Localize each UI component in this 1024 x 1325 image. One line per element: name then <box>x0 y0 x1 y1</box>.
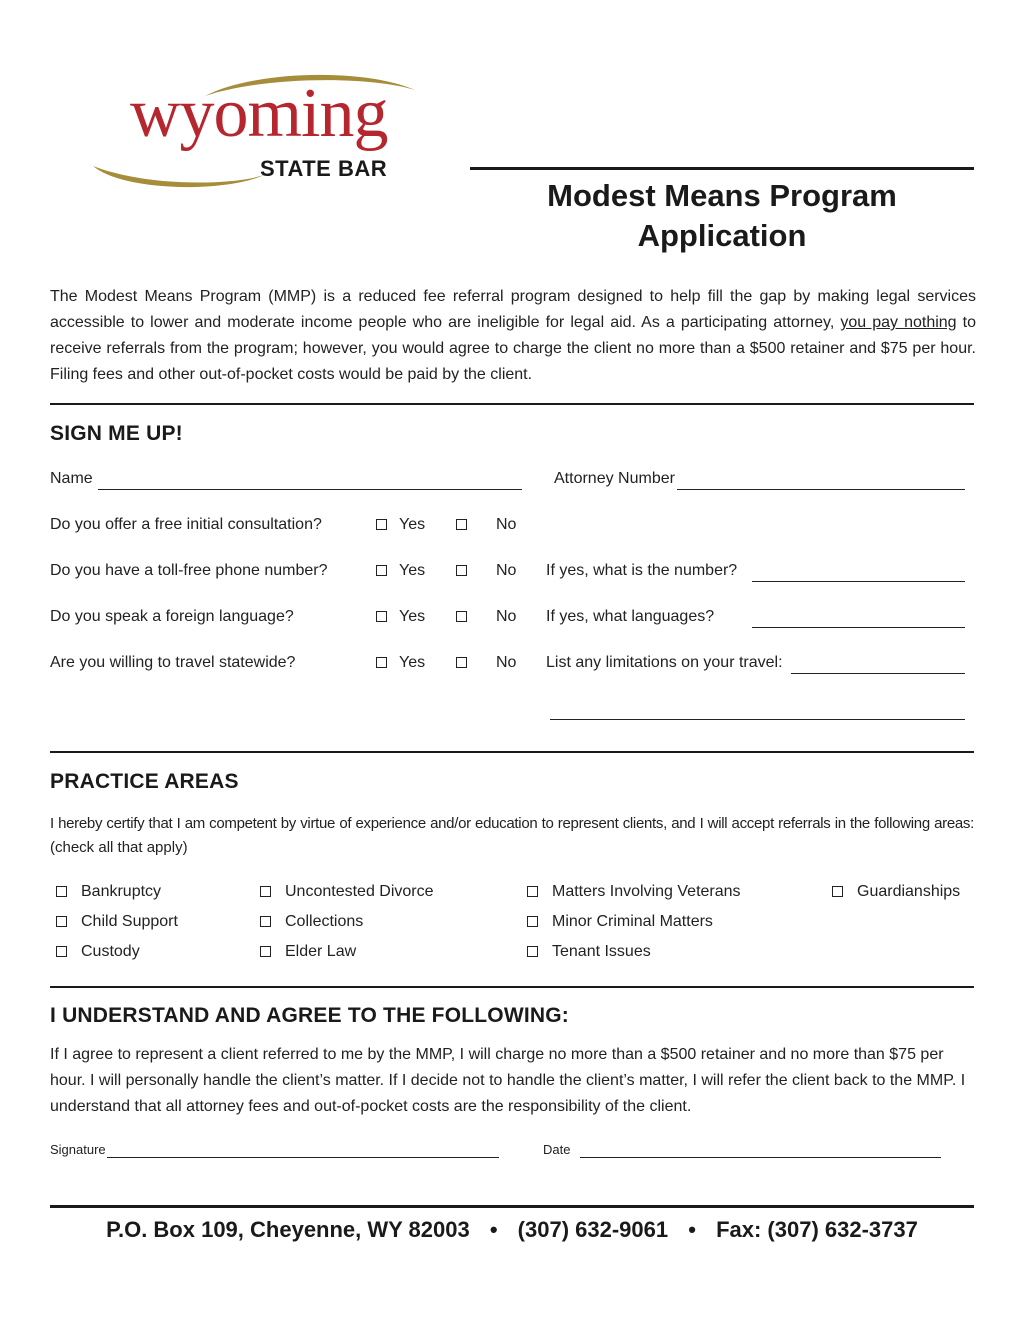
intro-part-2: to receive referrals from the program; however, you would agree to charge the client no more than a $500 retainer and $75 per hour. Filing fees and other out-of-pocket costs would be paid by the client. <box>50 314 976 383</box>
signature-field[interactable] <box>107 1157 499 1158</box>
yes-label: Yes <box>399 654 426 671</box>
bankruptcy-checkbox[interactable] <box>56 886 67 897</box>
attorney-number-field[interactable] <box>677 489 965 490</box>
elder-law-checkbox[interactable] <box>260 946 271 957</box>
title-line-2: Application <box>637 218 807 253</box>
yes-label: Yes <box>399 562 426 579</box>
collections-checkbox[interactable] <box>260 916 271 927</box>
travel-followup-label: List any limitations on your travel: <box>546 654 783 671</box>
area-label: Uncontested Divorce <box>285 883 434 900</box>
question-toll-free: Do you have a toll-free phone number? <box>50 562 328 579</box>
language-yes-checkbox[interactable] <box>376 611 387 622</box>
intro-underlined: you pay nothing <box>840 314 957 331</box>
practice-heading: PRACTICE AREAS <box>50 770 239 793</box>
area-label: Bankruptcy <box>81 883 162 900</box>
footer-fax: Fax: (307) 632-3737 <box>716 1217 918 1242</box>
veterans-checkbox[interactable] <box>527 886 538 897</box>
question-foreign-language: Do you speak a foreign language? <box>50 608 294 625</box>
languages-field[interactable] <box>752 627 965 628</box>
no-label: No <box>496 608 517 625</box>
custody-checkbox[interactable] <box>56 946 67 957</box>
minor-criminal-checkbox[interactable] <box>527 916 538 927</box>
yes-label: Yes <box>399 608 426 625</box>
language-no-checkbox[interactable] <box>456 611 467 622</box>
logo <box>85 68 445 193</box>
area-label: Collections <box>285 913 364 930</box>
toll-free-no-checkbox[interactable] <box>456 565 467 576</box>
consultation-no-checkbox[interactable] <box>456 519 467 530</box>
logo-subtitle: STATE BAR <box>260 156 388 181</box>
signature-label: Signature <box>50 1142 106 1157</box>
footer-bullet: • <box>489 1217 498 1242</box>
intro-paragraph <box>50 284 976 388</box>
travel-no-checkbox[interactable] <box>456 657 467 668</box>
consultation-yes-checkbox[interactable] <box>376 519 387 530</box>
footer-bullet: • <box>688 1217 696 1242</box>
tenant-issues-checkbox[interactable] <box>527 946 538 957</box>
area-label: Guardianships <box>857 883 961 900</box>
no-label: No <box>496 562 517 579</box>
agree-heading: I UNDERSTAND AND AGREE TO THE FOLLOWING: <box>50 1004 569 1027</box>
child-support-checkbox[interactable] <box>56 916 67 927</box>
question-consultation: Do you offer a free initial consultation? <box>50 516 322 533</box>
area-label: Child Support <box>81 913 178 930</box>
yes-label: Yes <box>399 516 426 533</box>
footer-rule <box>50 1205 974 1208</box>
certify-text <box>50 812 974 860</box>
language-followup-label: If yes, what languages? <box>546 608 715 625</box>
attorney-number-label: Attorney Number <box>554 470 675 487</box>
footer <box>50 1217 974 1243</box>
travel-limitations-field-2[interactable] <box>550 719 965 720</box>
check-all-note: (check all that apply) <box>50 839 188 856</box>
area-label: Tenant Issues <box>552 943 651 960</box>
date-label: Date <box>543 1142 571 1157</box>
area-label: Custody <box>81 943 140 960</box>
date-field[interactable] <box>580 1157 941 1158</box>
divider-3 <box>50 986 974 988</box>
divider-2 <box>50 751 974 753</box>
name-field[interactable] <box>98 489 522 490</box>
name-label: Name <box>50 470 93 487</box>
travel-yes-checkbox[interactable] <box>376 657 387 668</box>
toll-free-followup-label: If yes, what is the number? <box>546 562 738 579</box>
uncontested-divorce-checkbox[interactable] <box>260 886 271 897</box>
no-label: No <box>496 654 517 671</box>
signup-heading: SIGN ME UP! <box>50 422 183 445</box>
guardianships-checkbox[interactable] <box>832 886 843 897</box>
no-label: No <box>496 516 517 533</box>
question-travel: Are you willing to travel statewide? <box>50 654 296 671</box>
area-label: Matters Involving Veterans <box>552 883 741 900</box>
logo-word: wyoming <box>130 75 388 152</box>
travel-limitations-field[interactable] <box>791 673 965 674</box>
toll-free-yes-checkbox[interactable] <box>376 565 387 576</box>
area-label: Minor Criminal Matters <box>552 913 713 930</box>
divider-1 <box>50 403 974 405</box>
footer-address: P.O. Box 109, Cheyenne, WY 82003 <box>106 1217 470 1242</box>
agree-text: If I agree to represent a client referred to me by the MMP, I will charge no more than a $500 retainer and no more than $75 per hour. I will personally handle the client’s matter. If I decide not to handle the client’s matter, I will refer the client back to the MMP. I understand that all attorney fees and out-of-pocket costs are the responsibility of the client. <box>50 1046 966 1115</box>
title-rule <box>470 167 974 170</box>
toll-free-number-field[interactable] <box>752 581 965 582</box>
title-line-1: Modest Means Program <box>547 178 897 213</box>
footer-phone: (307) 632-9061 <box>517 1217 669 1242</box>
certify-statement: I hereby certify that I am competent by virtue of experience and/or education to represent clients, and I will accept referrals in the following areas: <box>50 815 974 832</box>
page-title <box>470 176 974 256</box>
area-label: Elder Law <box>285 943 357 960</box>
intro-part-1: The Modest Means Program (MMP) is a reduced fee referral program designed to help fill the gap by making legal services accessible to lower and moderate income people who are ineligible for legal aid. As a participating attorney, <box>50 288 976 331</box>
